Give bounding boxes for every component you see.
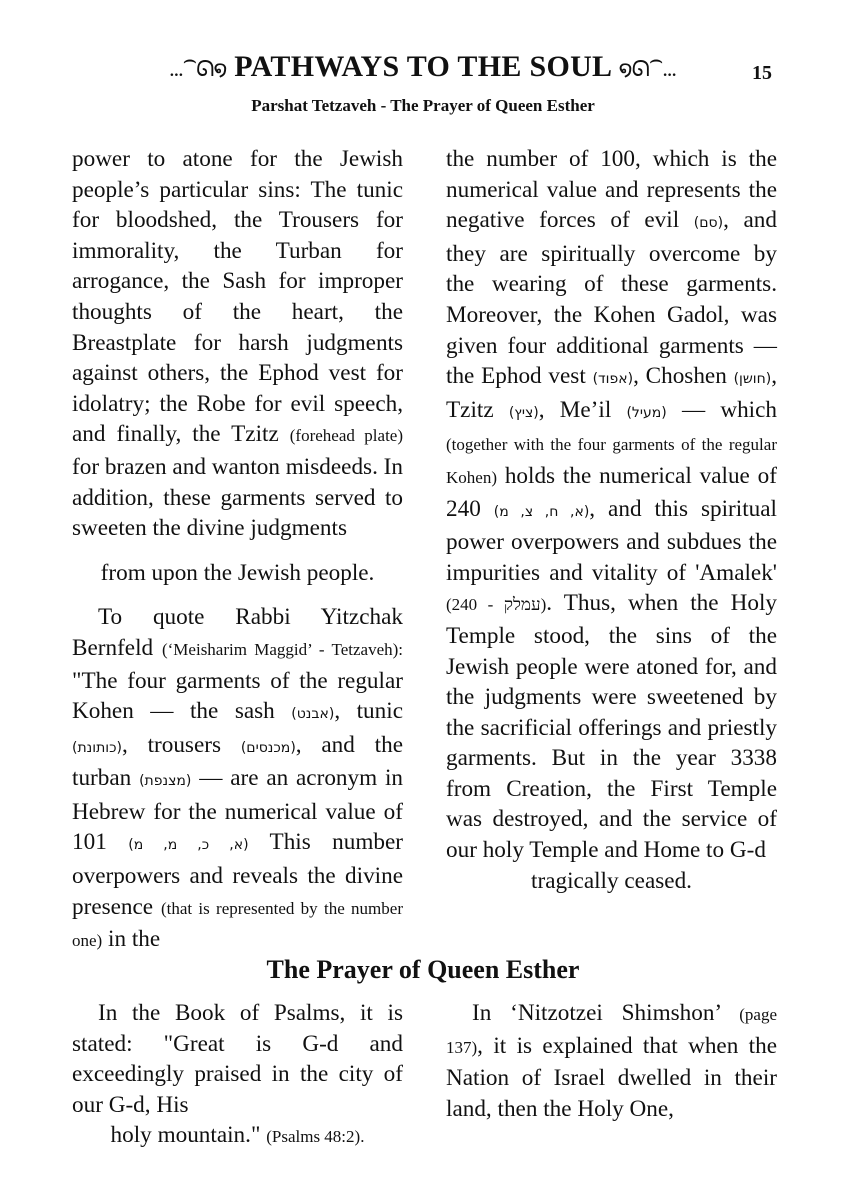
ornament-right: ໑ᘏ⁀... [618, 56, 676, 81]
running-header [0, 50, 846, 90]
book-title [130, 50, 715, 84]
left-column-bottom [72, 998, 403, 1153]
book-title-text: PATHWAYS TO THE SOUL [234, 50, 611, 83]
paragraph: the number of 100, which is the numerical value and represents the negative forces of evil (סם), and they are spiritually overcome by the wearing of these garments. Moreover, the Kohen Gadol, was given four additional garments — the Ephod vest (אפוד), Choshen (חושן), Tzitz (ציץ), Me’il (מעיל) — which (together with the four garments of the regular Kohen) holds the numerical value of 240 (א, ח, צ, מ), and this spiritual power overpowers and subdues the impurities and vitality of 'Amalek' (עמלק - 240). Thus, when the Holy Temple stood, the sins of the Jewish people were atoned for, and the judgments were sweetened by the sacrificial offerings and priestly garments. But in the year 3338 from Creation, the First Temple was destroyed, and the service of our holy Temple and Home to G-d [446, 146, 778, 864]
paragraph-last-line: from upon the Jewish people. [100, 559, 375, 586]
page-number: 15 [752, 62, 772, 84]
paragraph: In ‘Nitzotzei Shimshon’ (page 137), it is explained that when the Nation of Israel dwelled in their land, then the Holy One, [446, 1000, 777, 1122]
paragraph: power to atone for the Jewish people’s particular sins: The tunic for bloodshed, the Trousers for immorality, the Turban for arrogance, the Sash for improper thoughts of the heart, the Breastplate for harsh judgments against others, the Ephod vest for idolatry; the Robe for evil speech, and finally, the Tzitz (forehead plate) for brazen and wanton misdeeds. In addition, these garments served to sweeten the divine judgments [72, 146, 403, 542]
paragraph: To quote Rabbi Yitzchak Bernfeld (‘Meisharim Maggid’ - Tetzaveh): "The four garments of the regular Kohen — the sash (אבנט), tunic (כותונת), trousers (מכנסים), and the turban (מצנפת) — are an acronym in Hebrew for the numerical value of 101 (א, כ, מ, מ) This number overpowers and reveals the divine presence (that is represented by the number one) in the [72, 604, 404, 953]
ornament-left: ...⁀ᘏ໑ [169, 56, 227, 81]
paragraph-last-line: holy mountain." (Psalms 48:2). [110, 1122, 365, 1149]
paragraph-last-line: tragically ceased. [531, 867, 692, 894]
right-column-top [446, 144, 777, 896]
paragraph: In the Book of Psalms, it is stated: "Great is G-d and exceedingly praised in the city of our G-d, His [72, 1000, 403, 1118]
left-column-top [72, 144, 403, 957]
section-heading: The Prayer of Queen Esther [266, 955, 580, 984]
right-column-bottom [446, 998, 777, 1124]
chapter-subtitle: Parshat Tetzaveh - The Prayer of Queen Esther [251, 96, 595, 115]
